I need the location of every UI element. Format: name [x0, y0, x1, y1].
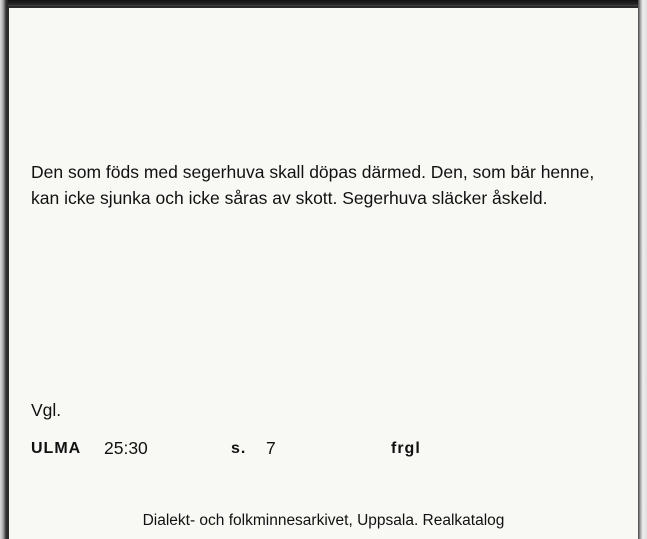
card-body-text: Den som föds med segerhuva skall döpas därmed. Den, som bär henne, kan icke sjunka och icke såras av skott. Segerhuva släcker åskeld. [31, 162, 595, 208]
page-label: s. [231, 440, 247, 457]
compare-label: Vgl. [31, 400, 62, 420]
scan-right-edge [638, 0, 647, 539]
archive-code: ULMA [31, 440, 82, 457]
collector-code: frgl [391, 440, 421, 457]
archive-number: 25:30 [104, 438, 148, 458]
page-number: 7 [266, 438, 276, 458]
catalog-card [7, 6, 641, 539]
card-footer: Dialekt- och folkminnesarkivet, Uppsala. Realkatalog [142, 512, 505, 529]
